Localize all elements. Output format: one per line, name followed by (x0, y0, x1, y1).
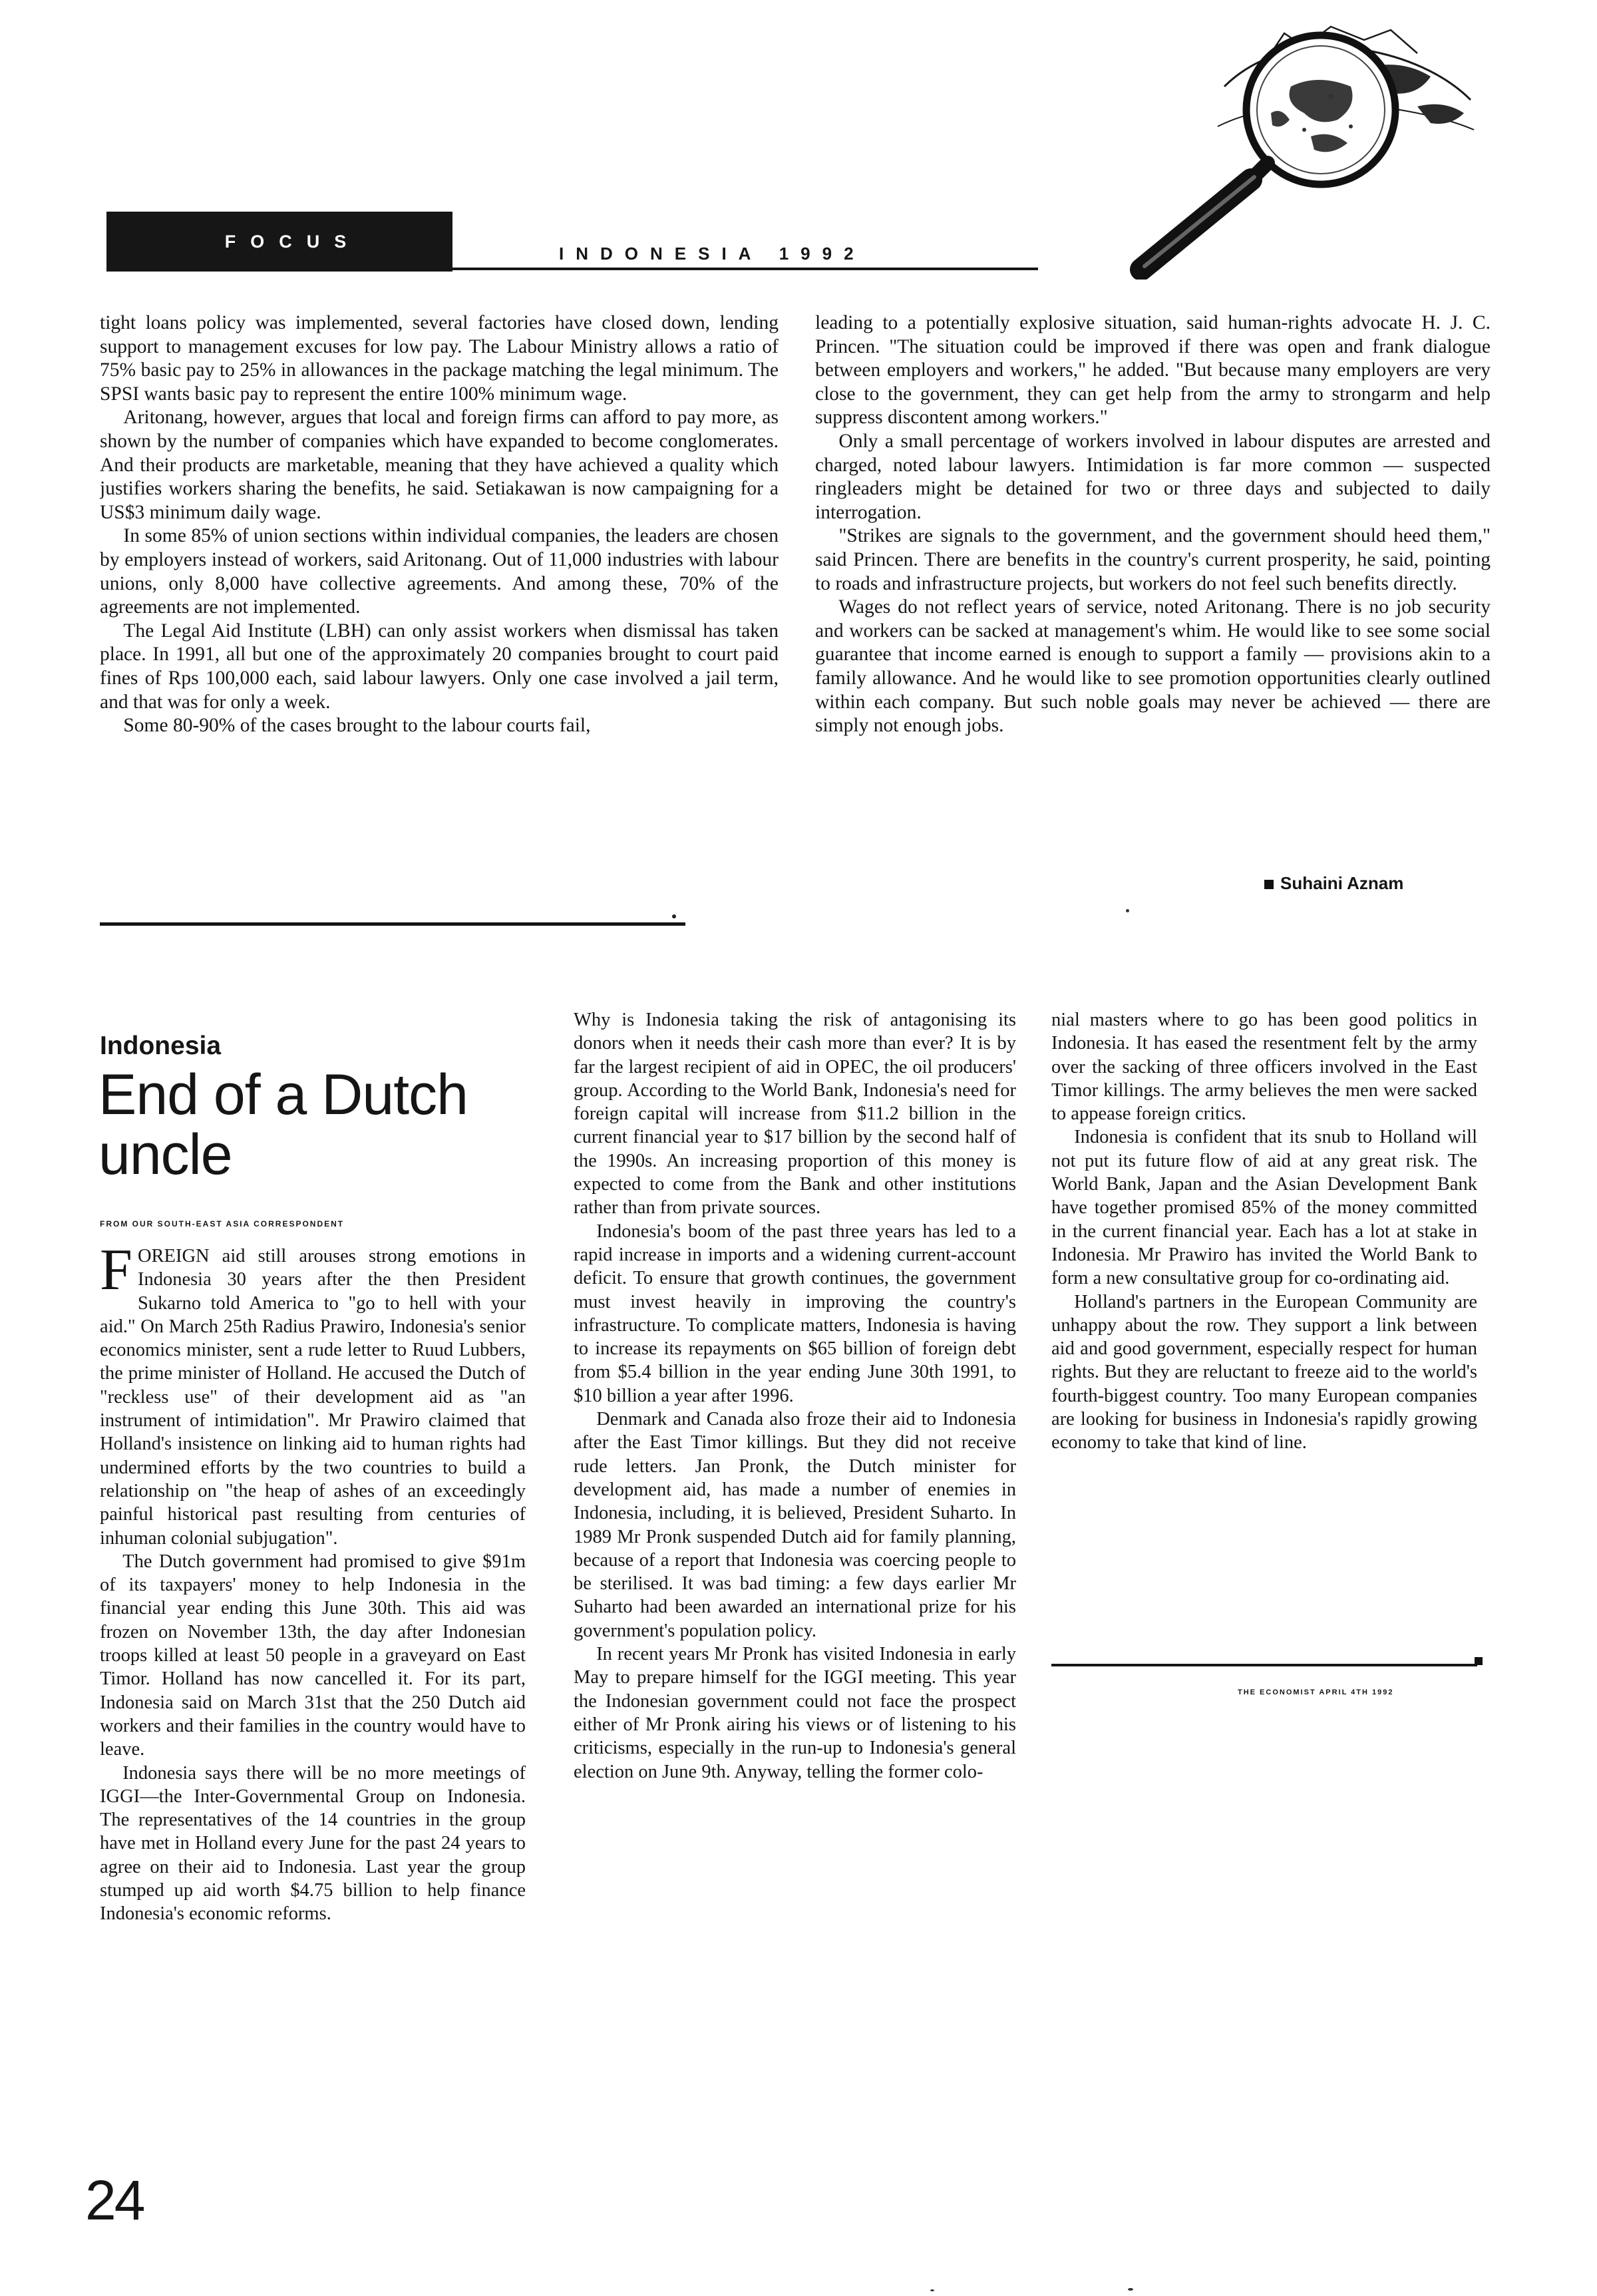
divider-dot (672, 914, 676, 918)
paragraph: Only a small percentage of workers involved in labour disputes are arrested and charged, noted labour lawyers. Intimidation is far more common — suspected ringleaders might be detained for two or three days and subjected to daily interrogation. (815, 430, 1491, 523)
focus-column-1 (100, 311, 779, 897)
section-divider (100, 922, 685, 926)
lead-paragraph (100, 1244, 526, 1550)
lead-paragraph-text: OREIGN aid still arouses strong emotions in Indonesia 30 years after the then President Sukarno told America to "go to hell with your aid." On March 25th Radius Prawiro, Indonesia's senior economics minister, sent a rude letter to Ruud Lubbers, the prime minister of Holland. He accused the Dutch of "reckless use" of their development aid as "an instrument of intimidation". Mr Prawiro claimed that Holland's insistence on linking aid to human rights had undermined efforts by the two countries to build a relationship on "the heap of ashes of an exceedingly painful historical past resulting from centuries of inhuman colonial subjugation". (100, 1246, 526, 1549)
byline-author: Suhaini Aznam (1280, 873, 1404, 893)
paragraph: Indonesia says there will be no more meetings of IGGI—the Inter-Governmental Group on Indonesia. The representatives of the 14 countries in the group have met in Holland every June for the past 24 years to agree on their aid to Indonesia. Last year the group stumped up aid worth $4.75 billion to help finance Indonesia's economic reforms. (100, 1762, 526, 1925)
paragraph: Holland's partners in the European Community are unhappy about the row. They support a link between aid and good government, especially respect for human rights. But they are reluctant to freeze aid to the world's fourth-biggest country. Too many European companies are looking for business in Indonesia's rapidly growing economy to take that kind of line. (1051, 1291, 1477, 1453)
article-column-1 (100, 1244, 526, 2190)
article-end-rule (1051, 1664, 1477, 1666)
paragraph: Why is Indonesia taking the risk of antagonising its donors when it needs their cash more than ever? It is by far the largest recipient of aid in OPEC, the oil producers' group. According to the World Bank, Indonesia's need for foreign capital will increase from $11.2 billion in the current financial year to $17 billion by the second half of the 1990s. An increasing proportion of this money is expected to come from the Bank and other institutions rather than from private sources. (574, 1010, 1016, 1219)
paragraph: The Legal Aid Institute (LBH) can only assist workers when dismissal has taken place. In 1991, all but one of the approximately 20 companies brought to court paid fines of Rps 100,000 each, said labour lawyers. Only one case involved a jail term, and that was for only a week. (100, 620, 779, 713)
paragraph: Wages do not reflect years of service, noted Aritonang. There is no job security and workers can be sacked at management's whim. He would like to see some social guarantee that income earned is enough to support a family — provisions akin to a family allowance. And he would like to see promotion opportunities clearly outlined within each company. But such noble goals may never be achieved — there are simply not enough jobs. (815, 596, 1491, 737)
section-label: FOCUS (224, 231, 361, 252)
article-kicker: Indonesia (100, 1032, 222, 1060)
paragraph: In some 85% of union sections within individual companies, the leaders are chosen by employers instead of workers, said Aritonang. Out of 11,000 industries with labour unions, only 8,000 have collective agreements. And among these, 70% of the agreements are not implemented. (100, 525, 779, 618)
byline (1264, 873, 1403, 894)
scan-speck (1128, 2288, 1133, 2291)
paragraph: "Strikes are signals to the government, and the government should heed them," said Princen. There are benefits in the country's current prosperity, he said, pointing to roads and infrastructure projects, but workers do not feel such benefits directly. (815, 525, 1491, 594)
paragraph: nial masters where to go has been good politics in Indonesia. It has eased the resentment felt by the army over the sacking of three officers involved in the East Timor killings. The army believes the men were sacked to appease foreign critics. (1051, 1010, 1477, 1125)
scan-speck (1126, 909, 1129, 912)
magnifying-glass-globe-icon (1018, 13, 1477, 280)
paragraph: Denmark and Canada also froze their aid to Indonesia after the East Timor killings. But they did not receive rude letters. Jan Pronk, the Dutch minister for development aid, has made a number of enemies in Indonesia, including, it is believed, President Suharto. In 1989 Mr Pronk suspended Dutch aid for family planning, because of a report that Indonesia was coercing people to be sterilised. It was bad timing: a few days earlier Mr Suharto had been awarded an international prize for his government's population policy. (574, 1409, 1016, 1641)
scan-speck (930, 2289, 934, 2291)
banner-rule (452, 268, 1038, 270)
paragraph: Indonesia is confident that its snub to Holland will not put its future flow of aid at any great risk. The World Bank, Japan and the Asian Development Bank have together promised 85% of the money committed in the current financial year. Each has a lot at stake in Indonesia. Mr Prawiro has invited the World Bank to form a new consultative group for co-ordinating aid. (1051, 1127, 1477, 1289)
drop-cap: F (100, 1244, 132, 1302)
source-credit: THE ECONOMIST APRIL 4TH 1992 (1238, 1688, 1394, 1696)
article-column-2 (574, 1008, 1016, 2173)
banner-title: INDONESIA 1992 (559, 244, 866, 264)
article-column-3 (1051, 1008, 1477, 1647)
focus-column-2 (815, 311, 1491, 870)
end-square-icon (1475, 1657, 1483, 1665)
page-number: 24 (85, 2169, 144, 2231)
article-headline: End of a Dutch uncle (98, 1063, 468, 1187)
paragraph: The Dutch government had promised to give $91m of its taxpayers' money to help Indonesia in the financial year ending this June 30th. This aid was frozen on November 13th, the day after Indonesian troops killed at least 50 people in a graveyard on East Timor. Holland has now cancelled it. For its part, Indonesia said on March 31st that the 250 Dutch aid workers and their families in the country would have to leave. (100, 1551, 526, 1760)
paragraph: Some 80-90% of the cases brought to the labour courts fail, (123, 715, 591, 737)
paragraph: leading to a potentially explosive situation, said human-rights advocate H. J. C. Princen. "The situation could be improved if there was open and frank dialogue between employers and workers," he added. "But because many employers are very close to the government, they can get help from the army to strongarm and help suppress discontent among workers." (815, 312, 1491, 429)
paragraph: Indonesia's boom of the past three years has led to a rapid increase in imports and a widening current-account deficit. To ensure that growth continues, the government must invest heavily in improving the country's infrastructure. To complicate matters, Indonesia is having to increase its repayments on $65 billion of foreign debt from $5.4 billion in the year ending June 30th 1991, to $10 billion a year after 1996. (574, 1221, 1016, 1406)
paragraph: Aritonang, however, argues that local and foreign firms can afford to pay more, as shown by the number of companies which have expanded to become conglomerates. And their products are marketable, meaning that they have achieved a quality which justifies workers sharing the benefits, he said. Setiakawan is now campaigning for a US$3 minimum daily wage. (100, 407, 779, 523)
paragraph: In recent years Mr Pronk has visited Indonesia in early May to prepare himself for the IGGI meeting. This year the Indonesian government could not face the prospect either of Mr Pronk airing his views or of listening to his criticisms, especially in the run-up to Indonesia's general election on June 9th. Anyway, telling the former colo- (574, 1644, 1016, 1782)
correspondent-line: FROM OUR SOUTH-EAST ASIA CORRESPONDENT (100, 1219, 345, 1229)
byline-square-icon (1264, 880, 1274, 889)
paragraph: tight loans policy was implemented, several factories have closed down, lending support to management excuses for low pay. The Labour Ministry allows a ratio of 75% basic pay to 25% in allowances in the package matching the legal minimum. The SPSI wants basic pay to represent the entire 100% minimum wage. (100, 312, 779, 405)
